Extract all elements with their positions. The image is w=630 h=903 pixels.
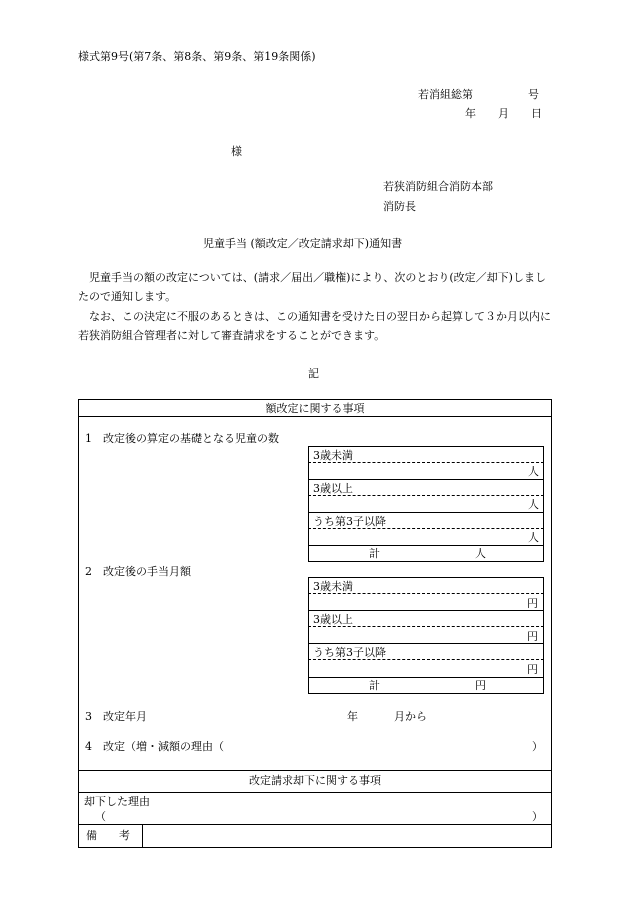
rejection-reason-open-paren: （: [95, 810, 106, 823]
child-count-total-divider: [308, 545, 544, 546]
amount-under3-unit: 円: [527, 597, 538, 610]
child-count-over3-label: 3歳以上: [313, 482, 353, 495]
form-number: 様式第9号(第7条、第8条、第9条、第19条関係): [78, 50, 316, 63]
amount-total-unit: 円: [475, 679, 486, 692]
item2-label: 2 改定後の手当月額: [85, 565, 191, 578]
amount-over3-label: 3歳以上: [313, 613, 353, 626]
child-count-under3-label: 3歳未満: [313, 449, 353, 462]
item1-label: 1 改定後の算定の基礎となる児童の数: [85, 432, 279, 445]
amount-row-divider-2: [308, 643, 544, 644]
rejection-reason-close-paren: ）: [532, 810, 543, 823]
child-count-row-divider-1: [308, 479, 544, 480]
item3-label: 3 改定年月: [85, 710, 147, 723]
section2-header-divider: [78, 792, 552, 793]
item4-close-paren: ）: [532, 740, 543, 753]
body-paragraph-2: なお、この決定に不服のあるときは、この通知書を受けた日の翌日から起算して３か月以内に若狭消防組合管理者に対して審査請求をすることができます。: [78, 310, 551, 342]
child-count-under3-unit: 人: [528, 465, 539, 478]
revision-month-label: 月から: [394, 710, 427, 723]
child-count-third-unit: 人: [528, 531, 539, 544]
document-title: 児童手当 (額改定／改定請求却下)通知書: [203, 237, 403, 250]
child-count-total-unit: 人: [475, 547, 486, 560]
rejection-reason-label: 却下した理由: [84, 795, 150, 808]
revision-year-label: 年: [347, 710, 358, 723]
section1-header: 額改定に関する事項: [265, 402, 365, 415]
section2-header: 改定請求却下に関する事項: [249, 774, 381, 787]
addressee-suffix: 様: [231, 145, 242, 158]
amount-third-unit: 円: [527, 663, 538, 676]
section1-header-divider: [78, 416, 552, 417]
section2-top-divider: [78, 770, 552, 771]
item4-label: 4 改定（増・減額の理由（: [85, 740, 224, 753]
sender-title: 消防長: [383, 200, 416, 213]
document-number: 若消組総第 号: [418, 88, 539, 101]
remarks-field[interactable]: [143, 825, 551, 847]
remarks-label: 備 考: [86, 829, 130, 842]
child-count-over3-divider: [308, 495, 544, 496]
sender-organization: 若狭消防組合消防本部: [383, 180, 493, 193]
body-paragraph-1: 児童手当の額の改定については、(請求／届出／職権)により、次のとおり(改定／却下)しましたので通知します。: [78, 271, 546, 303]
child-count-total-label: 計: [369, 547, 380, 560]
amount-row-divider-1: [308, 610, 544, 611]
amount-total-divider: [308, 677, 544, 678]
child-count-third-divider: [308, 528, 544, 529]
amount-over3-divider: [308, 626, 544, 627]
amount-under3-divider: [308, 593, 544, 594]
amount-total-label: 計: [369, 679, 380, 692]
amount-under3-label: 3歳未満: [313, 580, 353, 593]
amount-third-label: うち第3子以降: [313, 646, 386, 659]
issue-date: 年 月 日: [465, 107, 542, 120]
child-count-third-label: うち第3子以降: [313, 515, 386, 528]
child-count-under3-divider: [308, 462, 544, 463]
ki-heading: 記: [308, 367, 319, 380]
amount-over3-unit: 円: [527, 630, 538, 643]
child-count-over3-unit: 人: [528, 498, 539, 511]
child-count-row-divider-2: [308, 512, 544, 513]
amount-third-divider: [308, 659, 544, 660]
